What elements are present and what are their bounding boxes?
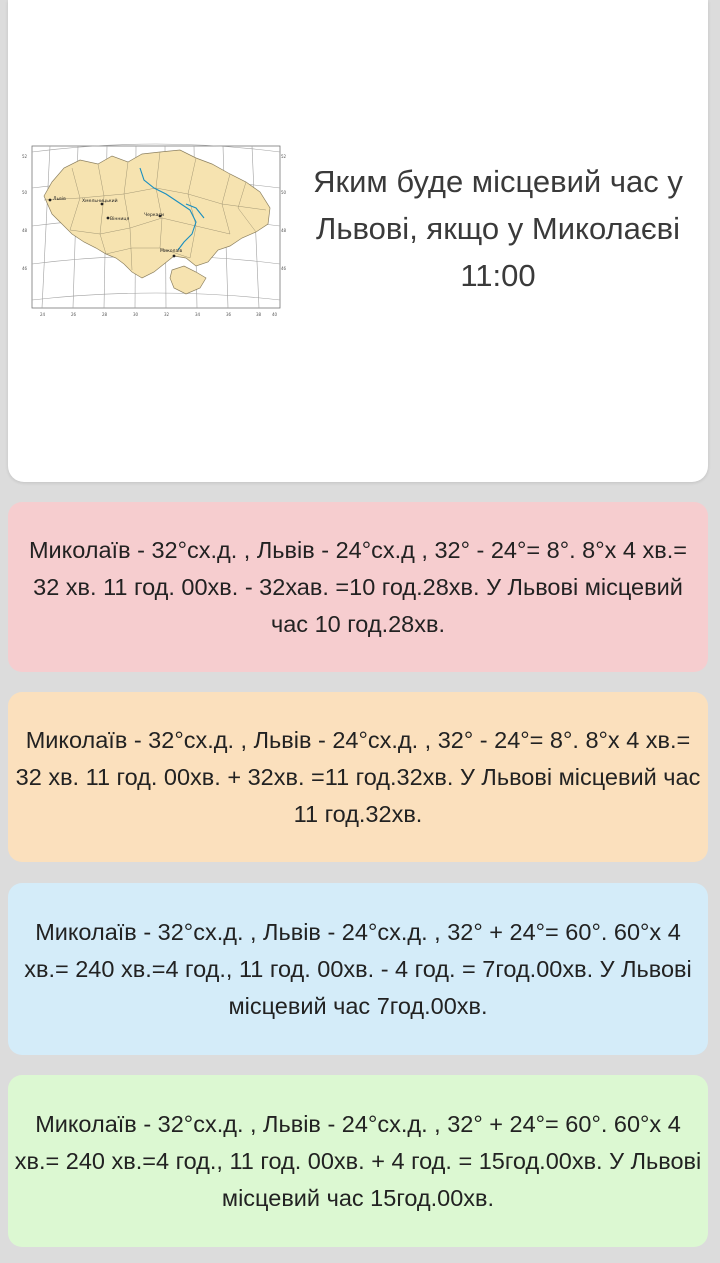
answer-option-text: Миколаїв - 32°сх.д. , Львів - 24°сх.д , 32° - 24°= 8°. 8°х 4 хв.= 32 хв. 11 год. 00хв. - 32хав. =10 год.28хв. У Львові місцевий час 10 год.28хв. [28,536,688,637]
map-tick-left: 52 [22,154,28,159]
map-tick-left: 48 [22,228,28,233]
map-tick-bottom: 26 [71,312,77,317]
question-text: Яким буде місцевий час у Львові, якщо у Миколаєві 11:00 [313,164,683,293]
map-tick-bottom: 34 [195,312,201,317]
map-label-khmelnytskyi: Хмельницький [82,199,118,204]
map-tick-bottom: 36 [226,312,232,317]
map-label-cherkasy: Черкаси [144,213,164,218]
answer-option-text: Миколаїв - 32°сх.д. , Львів - 24°сх.д. , 32° + 24°= 60°. 60°х 4 хв.= 240 хв.=4 год., 11 год. 00хв. - 4 год. = 7год.00хв. У Львові місцевий час 7год.00хв. [24,918,692,1019]
map-tick-right: 50 [281,190,286,195]
answer-option-4[interactable] [8,1075,708,1247]
map-label-lviv: Львів [53,197,66,202]
map-tick-left: 46 [22,266,28,271]
map-tick-bottom: 30 [133,312,139,317]
map-tick-bottom: 28 [102,312,108,317]
map-label-vinnytsia: Вінниця [110,217,130,222]
answer-option-1[interactable] [8,502,708,672]
map-tick-right: 46 [281,266,286,271]
map-tick-right: 48 [281,228,286,233]
answer-option-2[interactable] [8,692,708,862]
map-tick-bottom: 38 [256,312,262,317]
answer-option-text: Миколаїв - 32°сх.д. , Львів - 24°сх.д. , 32° - 24°= 8°. 8°х 4 хв.= 32 хв. 11 год. 00хв. + 32хв. =11 год.32хв. У Львові місцевий час 11 год.32хв. [15,726,701,827]
map-tick-bottom: 40 [272,312,278,317]
question-card [8,0,708,482]
answer-option-3[interactable] [8,883,708,1055]
ukraine-map-image [20,138,286,320]
map-tick-bottom: 32 [164,312,170,317]
map-label-mykolaiv: Миколаїв [160,249,183,254]
map-tick-right: 52 [281,154,286,159]
map-tick-left: 50 [22,190,28,195]
map-tick-bottom: 24 [40,312,46,317]
answer-option-text: Миколаїв - 32°сх.д. , Львів - 24°сх.д. , 32° + 24°= 60°. 60°х 4 хв.= 240 хв.=4 год., 11 год. 00хв. + 4 год. = 15год.00хв. У Львові місцевий час 15год.00хв. [14,1110,702,1211]
